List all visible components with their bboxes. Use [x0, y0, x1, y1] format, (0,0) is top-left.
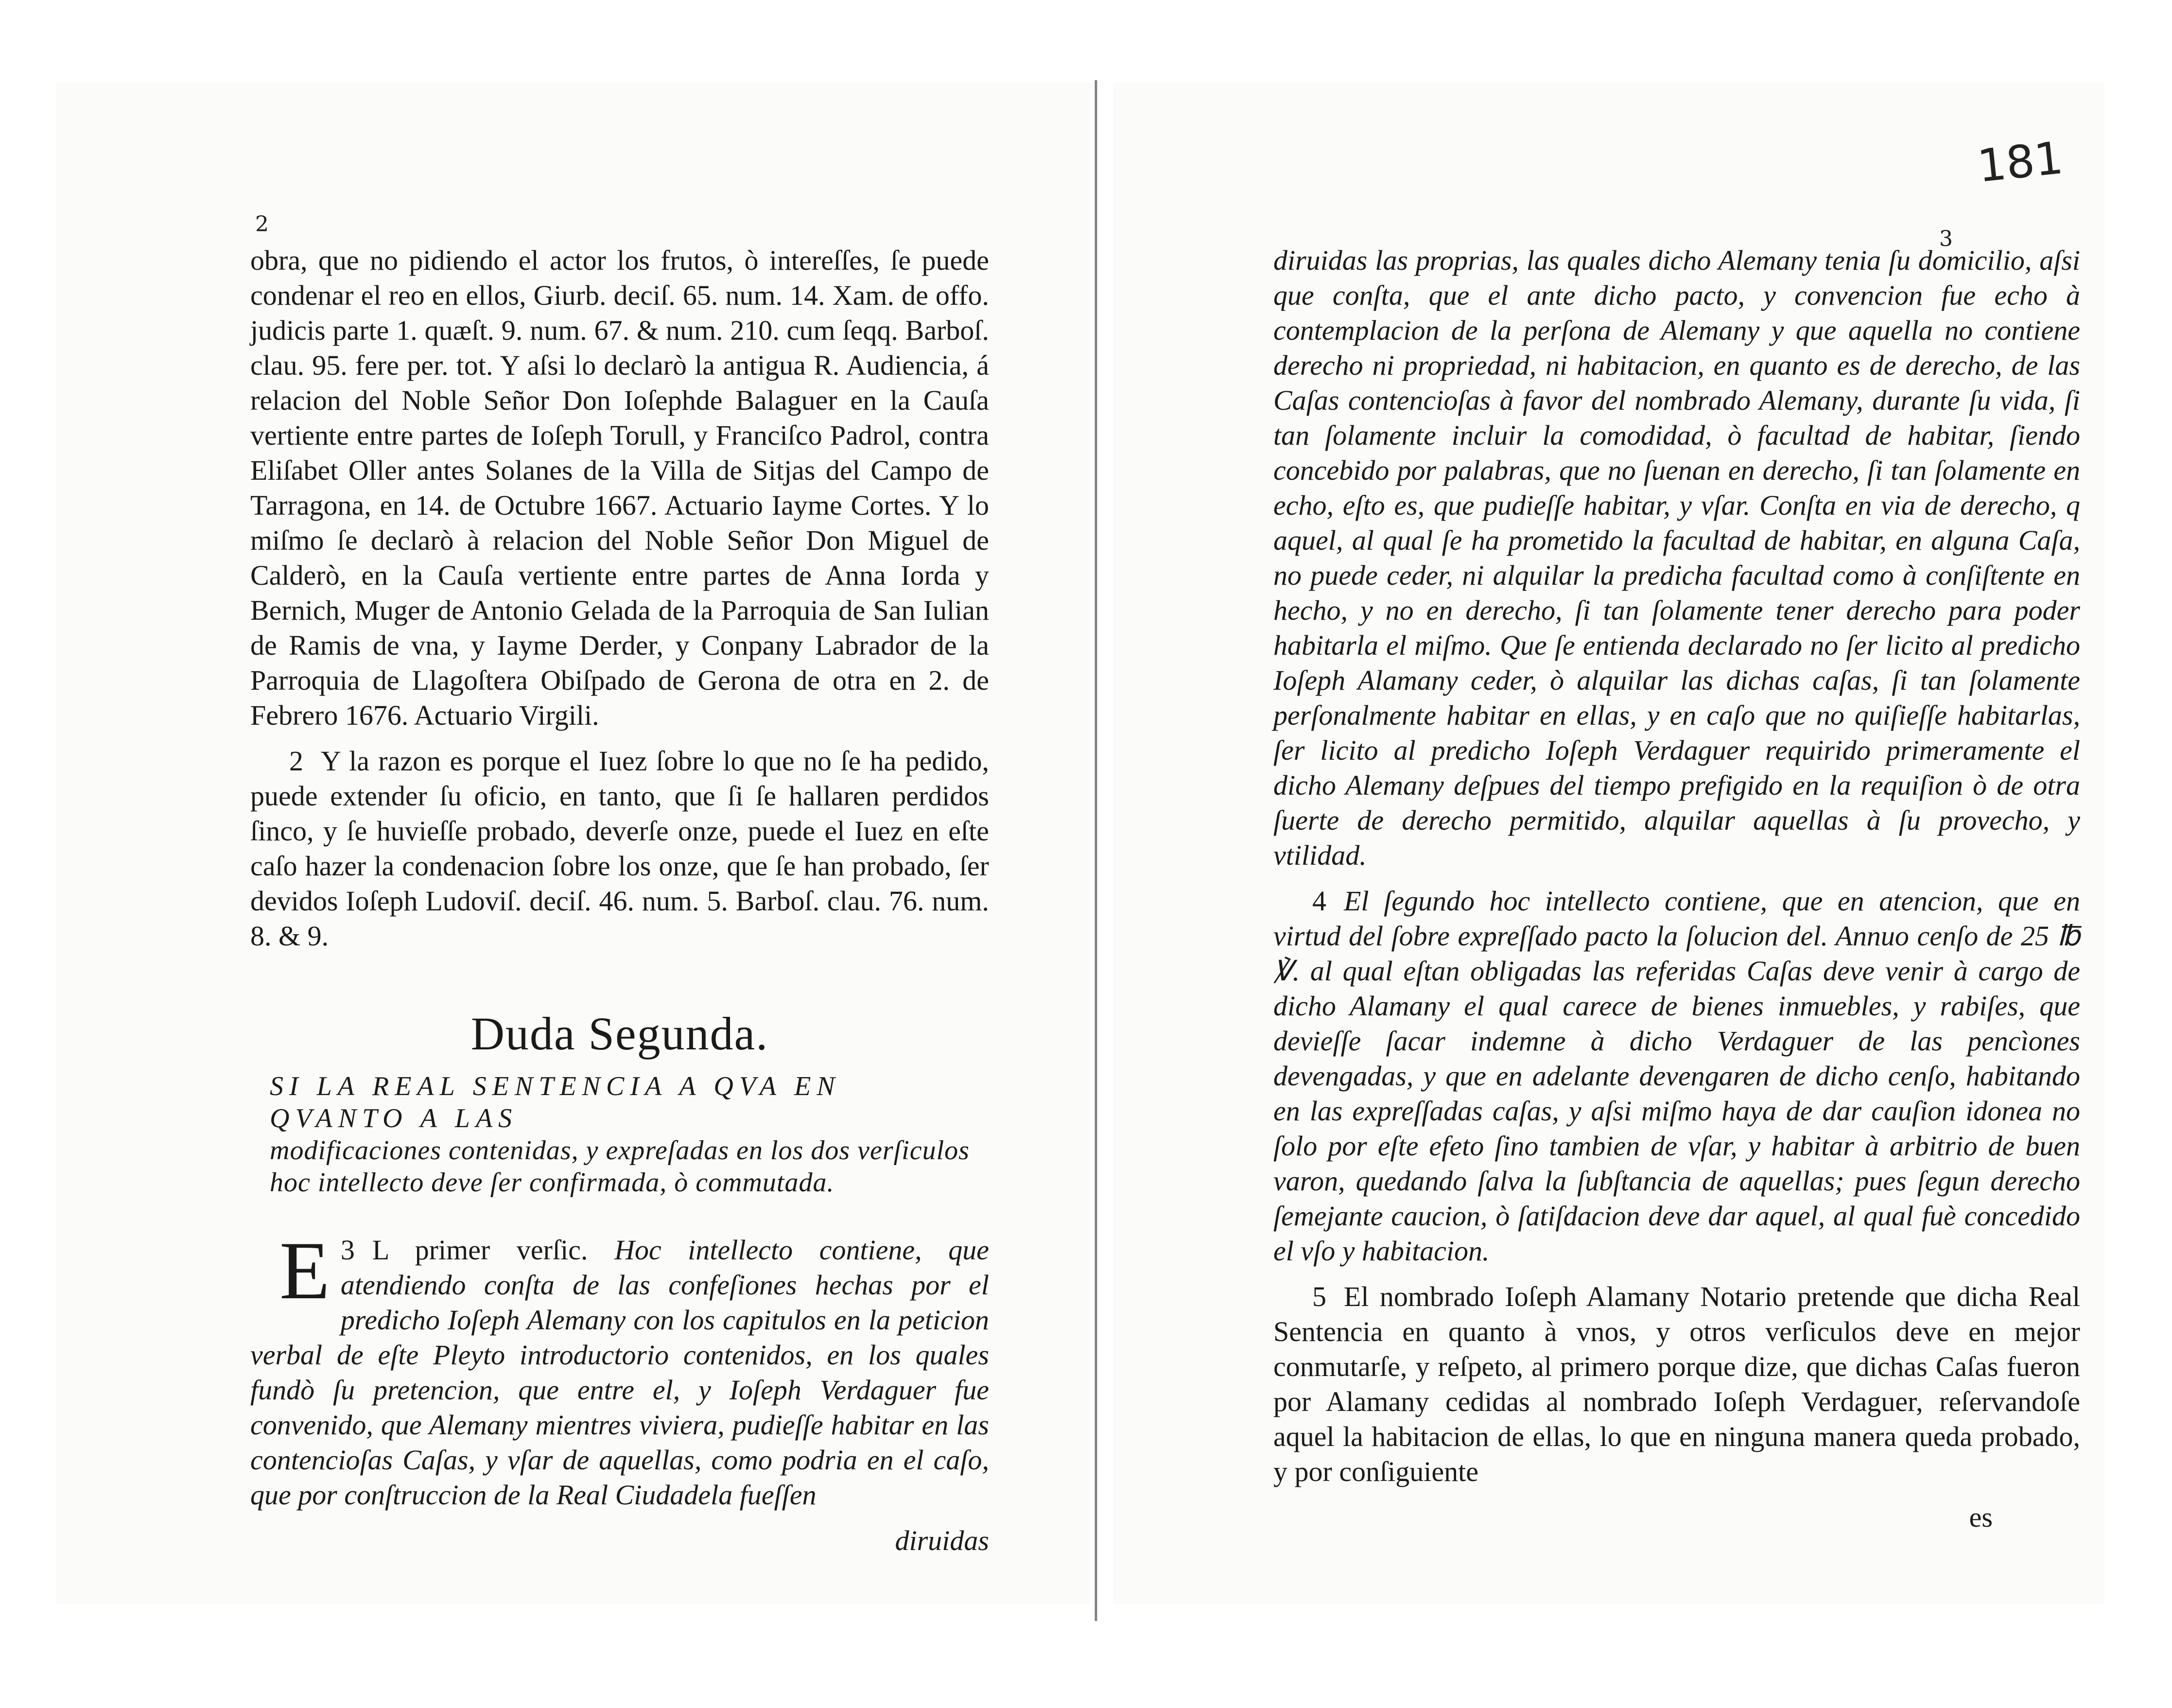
right-paragraph-1: diruidas las proprias, las quales dicho Alemany tenia ſu domicilio, aſsi que conſta, que el ante dicho pacto, y convencion fue echo à contemplacion de la perſona de Alemany y que aquella no contiene derecho ni propriedad, ni habitacion, en quanto es de derecho, de las Caſas contencioſas à favor del nombrado Alemany, durante ſu vida, ſi tan ſolamente incluir la comodidad, ò facultad de habitar, ſiendo concebido por palabras, que no ſuenan en derecho, ſi tan ſolamente en echo, eſto es, que pudieſſe habitar, y vſar. Conſta en via de derecho, q aquel, al qual ſe ha prometido la facultad de habitar, en alguna Caſa, no puede ceder, ni alquilar la predicha facultad como à conſiſtente en hecho, y no en derecho, ſi tan ſolamente tener derecho para poder habitarla el miſmo. Que ſe entienda declarado no ſer licito al predicho Ioſeph Alamany ceder, ò alquilar las dichas caſas, ſi tan ſolamente perſonalmente habitar en ellas, y en caſo que no quiſieſſe habitarlas, ſer licito al predicho Ioſeph Verdaguer requirido primeramente el dicho Alemany deſpues del tiempo prefigido en la requiſion ò de otra ſuerte de derecho permitido, alquilar aquellas à ſu provecho, y vtilidad.	[1273, 244, 2080, 871]
left-paragraph-1: obra, que no pidiendo el actor los frutos, ò intereſſes, ſe puede condenar el reo en ellos, Giurb. deciſ. 65. num. 14. Xam. de offo. judicis parte 1. quæſt. 9. num. 67. & num. 210. cum ſeqq. Barboſ. clau. 95. fere per. tot. Y aſsi lo declarò la antigua R. Audiencia, á relacion del Noble Señor Don Ioſephde Balaguer en la Cauſa vertiente entre partes de Ioſeph Torull, y Franciſco Padrol, contra Eliſabet Oller antes Solanes de la Villa de Sitjas del Campo de Tarragona, en 14. de Octubre 1667. Actuario Iayme Cortes. Y lo miſmo ſe declarò à relacion del Noble Señor Don Miguel de Calderò, en la Cauſa vertiente entre partes de Anna Iorda y Bernich, Muger de Antonio Gelada de la Parroquia de San Iulian de Ramis de vna, y Iayme Derder, y Conpany Labrador de la Parroquia de Llagoſtera Obiſpado de Gerona de otra en 2. de Febrero 1676. Actuario Virgili.	[250, 244, 989, 731]
handwritten-folio-number: 181	[1975, 132, 2066, 192]
right-catchword: es	[1969, 1501, 1993, 1533]
left-catchword: diruidas	[895, 1525, 989, 1556]
right-page-text	[1273, 243, 2080, 1535]
right-paragraph-3-text: El nombrado Ioſeph Alamany Notario pretende que dicha Real Sentencia en quanto à vnos, y otros verſiculos deve en mejor conmutarſe, y reſpeto, al primero porque dize, que dichas Caſas fueron por Alamany cedidas al nombrado Ioſeph Verdaguer, reſervandoſe aquel la habitacion de ellas, lo que en ninguna manera queda probado, y por conſiguiente	[1273, 1281, 2080, 1487]
subheading-caps: SI LA REAL SENTENCIA A QVA EN QVANTO A LAS	[270, 1071, 841, 1133]
left-paragraph-2-number: 2	[289, 745, 303, 777]
right-paragraph-2-text: El ſegundo hoc intellecto contiene, que en atencion, que en virtud del ſobre expreſſado pacto la ſolucion del. Annuo cenſo de 25 ℔ ℣. al qual eſtan obligadas las referidas Caſas deve venir à cargo de dicho Alamany el qual carece de bienes inmuebles, y rabiſes, que devieſſe ſacar indemne à dicho Verdaguer de las pencìones devengadas, y que en adelante devengaren de dicho cenſo, habitando en las expreſſadas caſas, y aſsi miſmo haya de dar cauſion idonea no ſolo por eſte efeto ſino tambien de vſar, y habitar à arbitrio de buen varon, quedando ſalva la ſubſtancia de aquellas; pues ſegun derecho ſemejante caucion, ò ſatiſdacion deve dar aquel, al qual fuè concedido el vſo y habitacion.	[1273, 885, 2080, 1267]
right-paragraph-3	[1273, 1279, 2080, 1489]
section-subheading	[270, 1070, 989, 1199]
book-gutter	[1095, 80, 1097, 1621]
right-page-number: 3	[1939, 227, 1953, 251]
left-page	[56, 83, 1091, 1604]
subheading-text: modificaciones contenidas, y expreſadas en los dos verſiculos hoc intellecto deve ſer confirmada, ò commutada.	[270, 1135, 970, 1198]
left-paragraph-3-text: Hoc intellecto contiene, que atendiendo conſta de las confeſiones hechas por el predicho Ioſeph Alemany con los capitulos en la peticion verbal de eſte Pleyto introductorio contenidos, en los quales fundò ſu pretencion, que entre el, y Ioſeph Verdaguer fue convenido, que Alemany mientres viviera, pudieſſe habitar en las contencioſas Caſas, y vſar de aquellas, como podria en el caſo, que por conſtruccion de la Real Ciudadela fueſſen	[250, 1234, 989, 1511]
right-paragraph-2	[1273, 884, 2080, 1269]
left-paragraph-3	[250, 1225, 989, 1513]
drop-cap: E	[279, 1225, 330, 1316]
right-paragraph-2-number: 4	[1312, 885, 1326, 917]
left-page-text	[250, 243, 989, 1558]
left-paragraph-3-number: 3	[340, 1234, 355, 1266]
left-paragraph-2-text: Y la razon es porque el Iuez ſobre lo que no ſe ha pedido, puede extender ſu oficio, en tanto, que ſi ſe hallaren perdidos ſinco, y ſe huvieſſe probado, deverſe onze, puede el Iuez en eſte caſo hazer la condenacion ſobre los onze, que ſe han probado, ſer devidos Ioſeph Ludoviſ. deciſ. 46. num. 5. Barboſ. clau. 76. num. 8. & 9.	[250, 745, 989, 952]
right-paragraph-3-number: 5	[1312, 1281, 1326, 1312]
section-heading: Duda Segunda.	[470, 1008, 769, 1060]
left-paragraph-2	[250, 744, 989, 954]
right-page	[1113, 83, 2104, 1604]
left-paragraph-3-lead: L primer verſic.	[372, 1234, 588, 1266]
left-page-number: 2	[255, 212, 269, 237]
